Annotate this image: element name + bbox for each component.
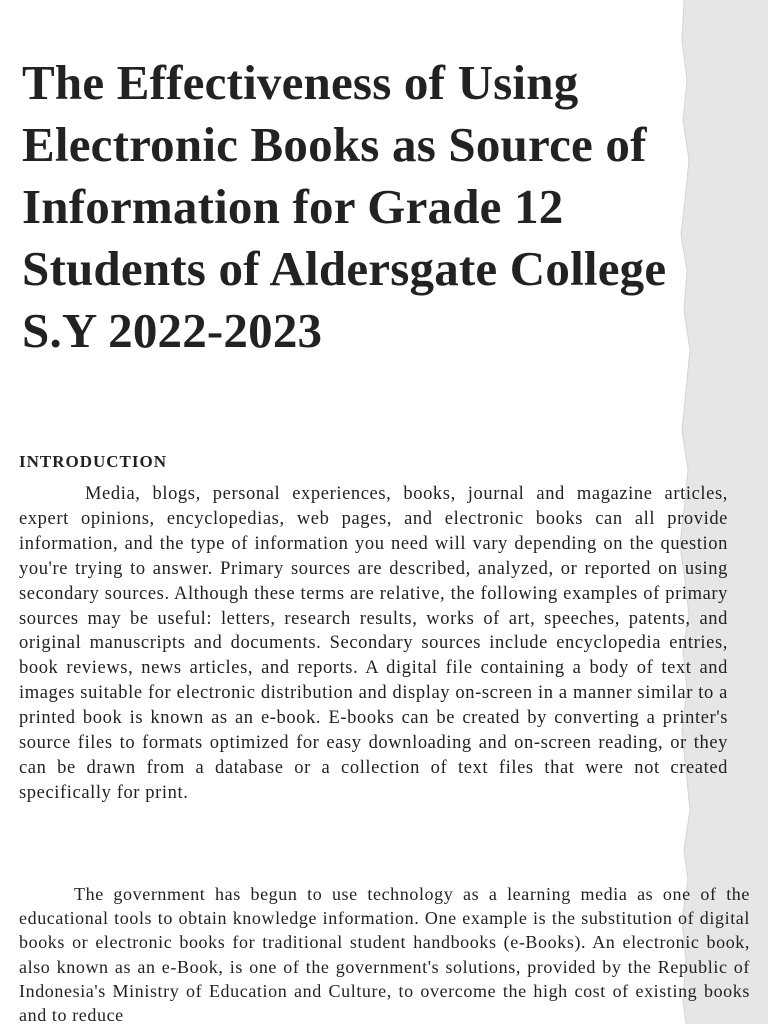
paragraph: Media, blogs, personal experiences, books, journal and magazine articles, expert opinions, encyclopedias, web pages, and electronic books can all provide information, and the type of information you need will vary depending on the question you're trying to answer. Primary sources are described, analyzed, or reported on using secondary sources. Although these terms are relative, the following examples of primary sources may be useful: letters, research results, works of art, speeches, patents, and original manuscripts and documents. Secondary sources include encyclopedia entries, book reviews, news articles, and reports. A digital file containing a body of text and images suitable for electronic distribution and display on-screen in a manner similar to a printed book is known as an e-book. E-books can be created by converting a printer's source files to formats optimized for easy downloading and on-screen reading, or they can be drawn from a database or a collection of text files that were not created specifically for print. — [19, 484, 728, 803]
section-heading-introduction: INTRODUCTION — [19, 452, 168, 471]
paragraph: The government has begun to use technology as a learning media as one of the educational tools to obtain knowledge information. One example is the substitution of digital books or electronic books for traditional student handbooks (e-Books). An electronic book, also known as an e-Book, is one of the government's solutions, provided by the Republic of Indonesia's Ministry of Education and Culture, to overcome the high cost of existing books and to reduce — [19, 884, 750, 1026]
document-title: The Effectiveness of Using Electronic Books as Source of Information for Grade 12 Students of Aldersgate College S.Y 2022-2023 — [22, 55, 667, 358]
